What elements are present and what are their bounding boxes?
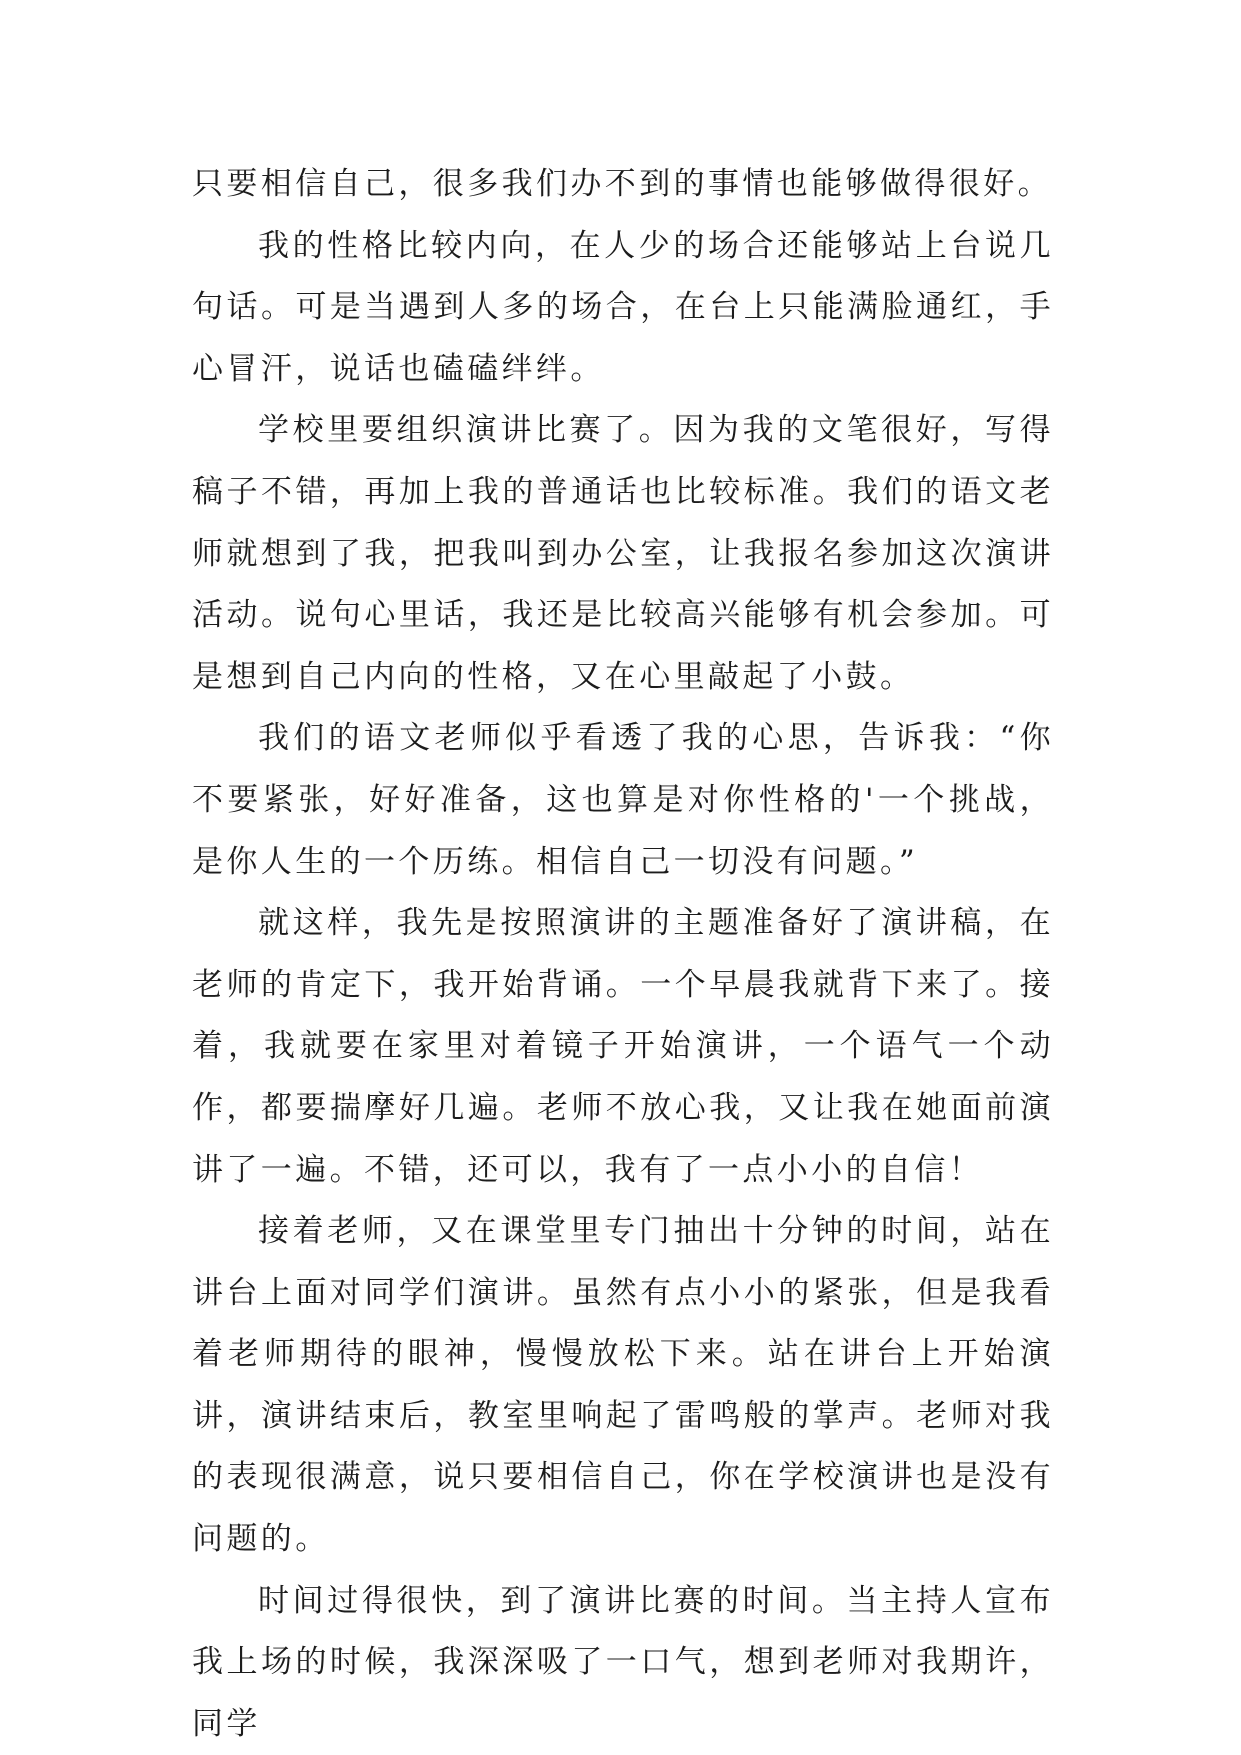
paragraph: 时间过得很快，到了演讲比赛的时间。当主持人宣布我上场的时候，我深深吸了一口气，想到老师对我期许，同学 xyxy=(192,1582,1054,1742)
paragraph: 接着老师，又在课堂里专门抽出十分钟的时间，站在讲台上面对同学们演讲。虽然有点小小的紧张，但是我看着老师期待的眼神，慢慢放松下来。站在讲台上开始演讲，演讲结束后，教室里响起了雷鸣般的掌声。老师对我的表现很满意，说只要相信自己，你在学校演讲也是没有问题的。 xyxy=(192,1213,1054,1558)
paragraph: 学校里要组织演讲比赛了。因为我的文笔很好，写得稿子不错，再加上我的普通话也比较标准。我们的语文老师就想到了我，把我叫到办公室，让我报名参加这次演讲活动。说句心里话，我还是比较高兴能够有机会参加。可是想到自己内向的性格，又在心里敲起了小鼓。 xyxy=(192,412,1054,695)
paragraph: 我们的语文老师似乎看透了我的心思，告诉我：“你不要紧张，好好准备，这也算是对你性格的'一个挑战，是你人生的一个历练。相信自己一切没有问题。” xyxy=(192,720,1054,880)
paragraph: 就这样，我先是按照演讲的主题准备好了演讲稿，在老师的肯定下，我开始背诵。一个早晨我就背下来了。接着，我就要在家里对着镜子开始演讲，一个语气一个动作，都要揣摩好几遍。老师不放心我，又让我在她面前演讲了一遍。不错，还可以，我有了一点小小的自信！ xyxy=(192,905,1054,1188)
body-text xyxy=(192,154,1054,1755)
paragraph-continuation: 只要相信自己，很多我们办不到的事情也能够做得很好。 xyxy=(192,166,1052,202)
paragraph: 我的性格比较内向，在人少的场合还能够站上台说几句话。可是当遇到人多的场合，在台上只能满脸通红，手心冒汗，说话也磕磕绊绊。 xyxy=(192,227,1054,387)
